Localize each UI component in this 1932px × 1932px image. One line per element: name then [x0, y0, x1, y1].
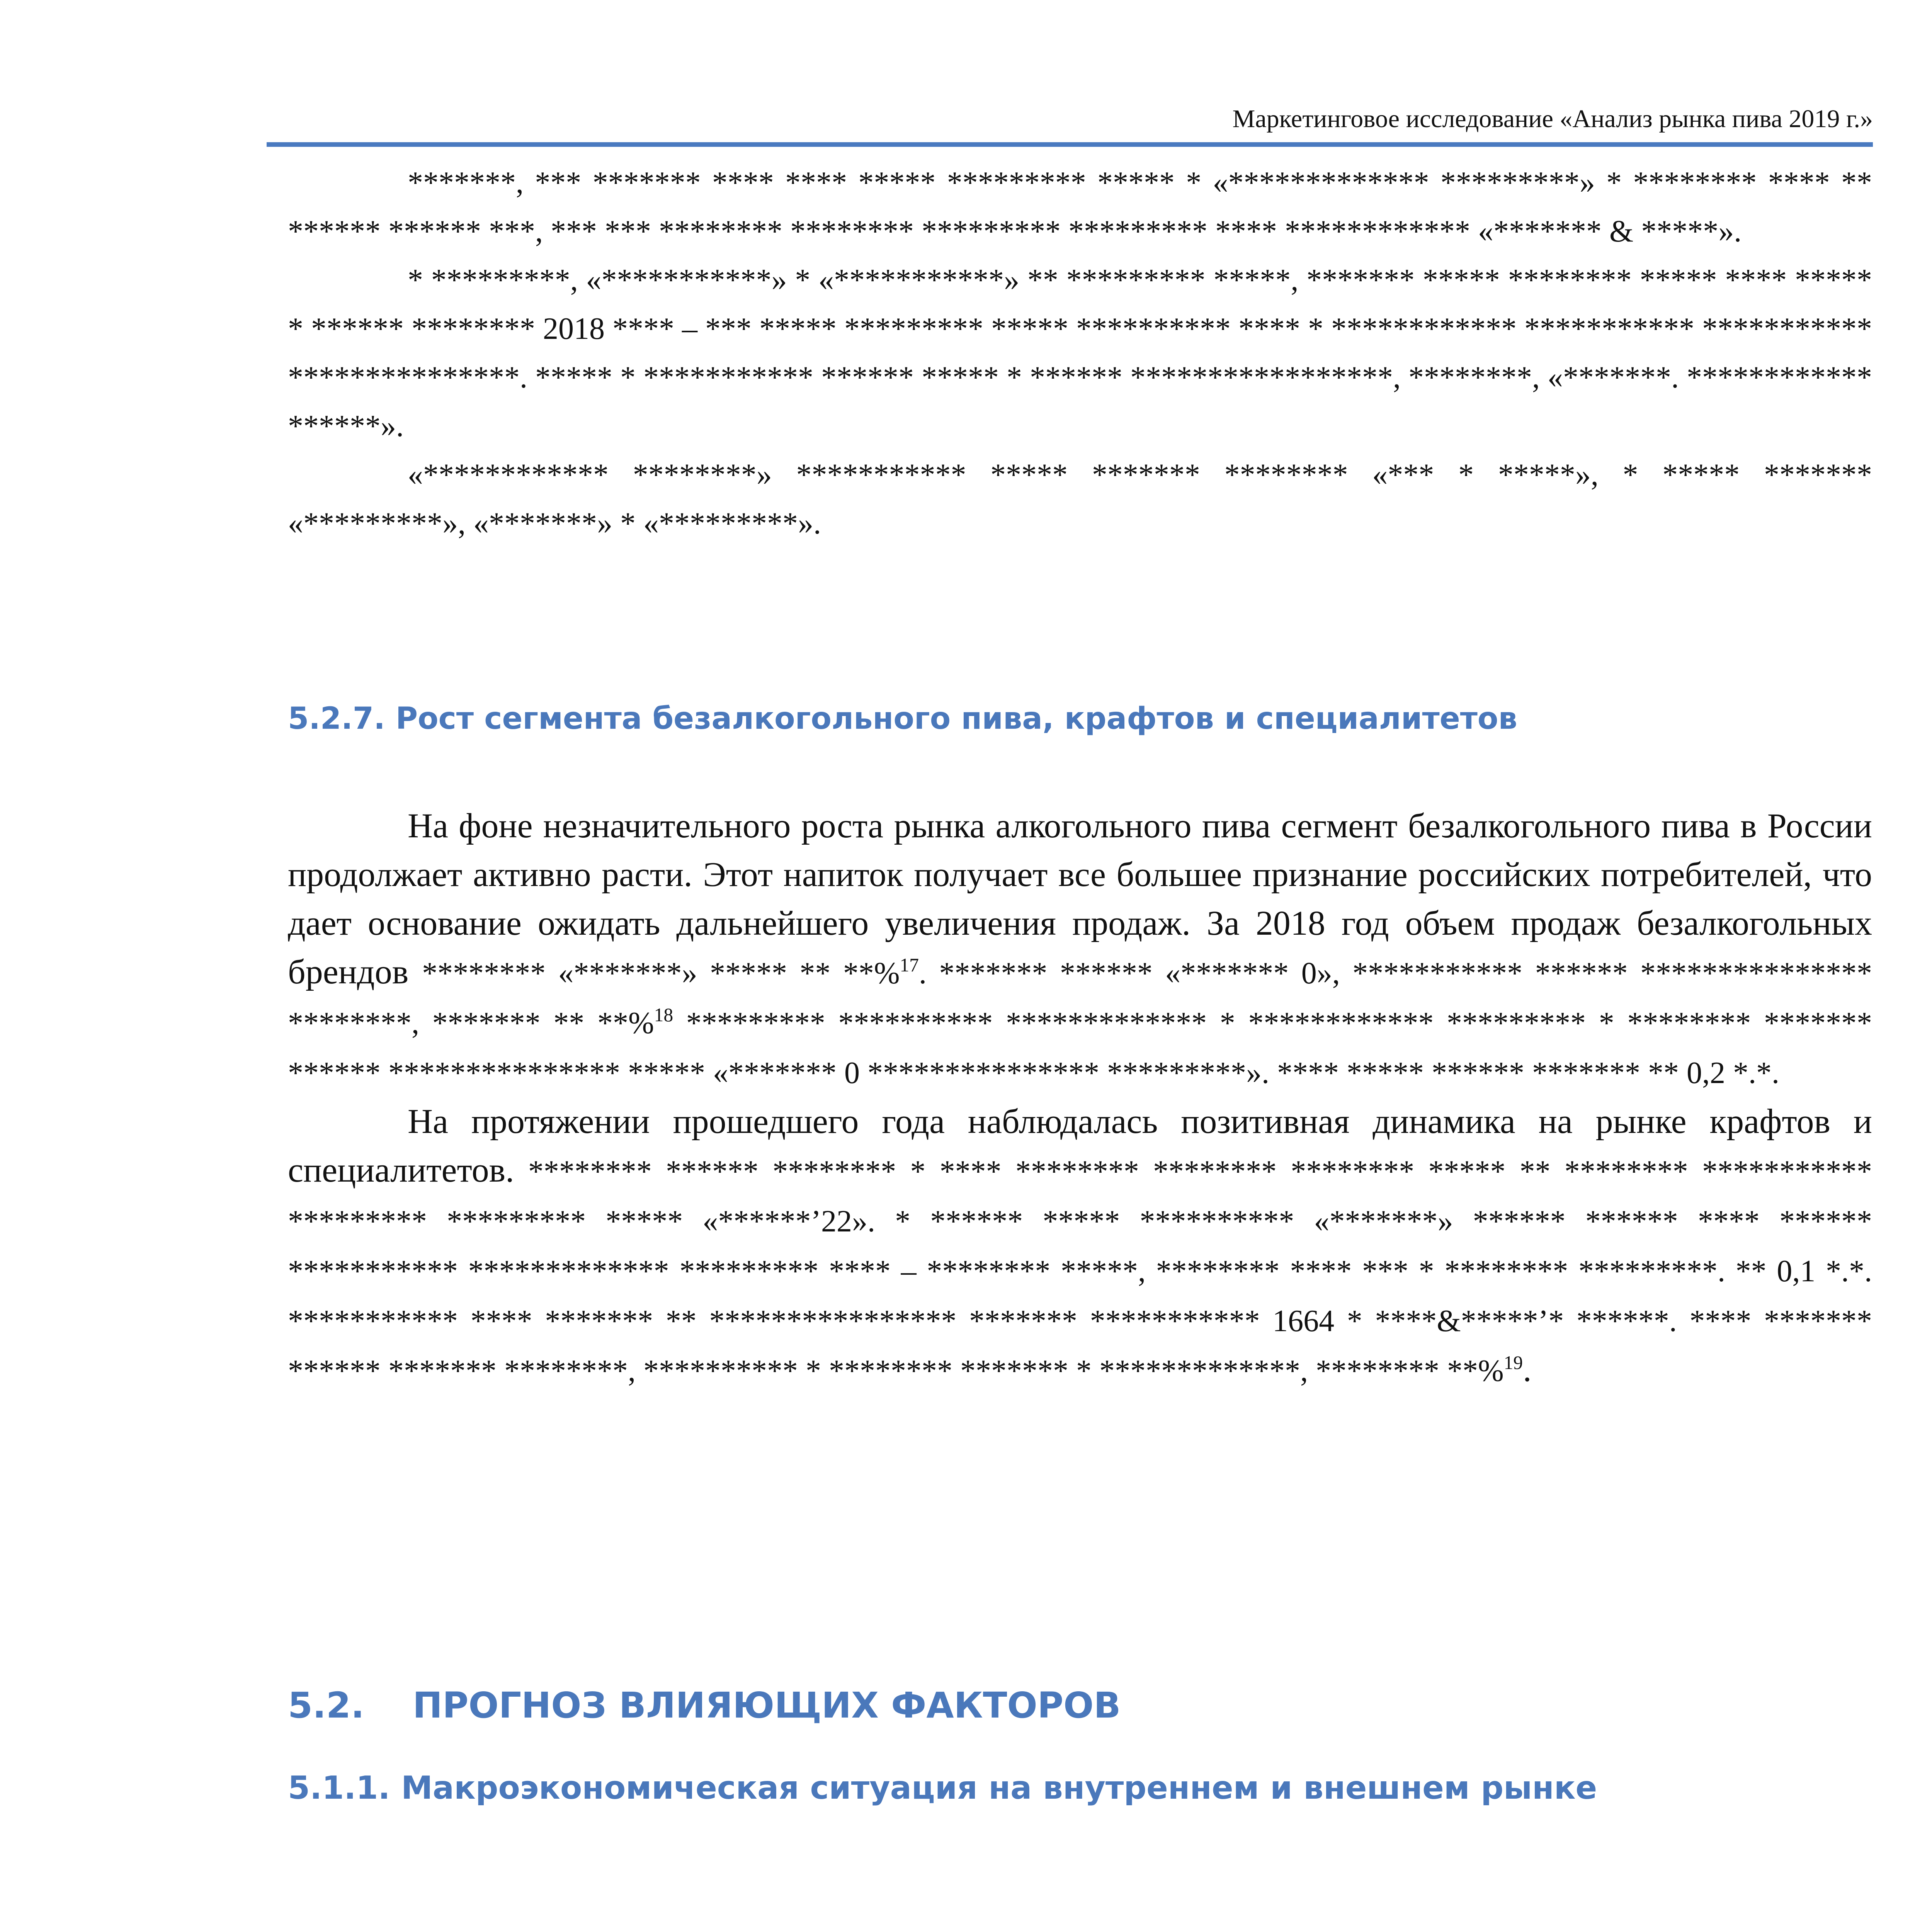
subsection-heading-5-1-1: 5.1.1. Макроэкономическая ситуация на внутреннем и внешнем рынке — [288, 1770, 1597, 1806]
masked-text: ******** ****** ******** * **** ******** ******** ******** ***** ** ******** *********** ********* ********* ***** «******’22». * ****** ***** ********** «*******» ****** ****** **** ****** *********** ************* ********* **** – ******** *****, ******** **** *** * ******** *********. ** 0,1 *.*. *********** **** ******* ** **************** ******* *********** 1664 * ****&*****’* ******. **** ******* ****** ******* ********, ********** * ******** ******* * *************, ******** **% — [288, 1155, 1872, 1388]
main-text-block — [288, 802, 1872, 1395]
page-header-title: Маркетинговое исследование «Анализ рынка пива 2019 г.» — [1232, 105, 1873, 133]
masked-text-block-1 — [288, 158, 1872, 548]
header-divider — [267, 142, 1873, 147]
paragraph-text: На фоне незначительного роста рынка алкогольного пива сегмент безалкогольного пива в России продолжает активно расти. Этот напиток получает все большее признание российских потребителей, что дает основание ожидать дальнейшего увеличения продаж. За 2018 год объем продаж безалкогольных брендов — [288, 807, 1872, 991]
paragraph-text: На протяжении прошедшего года наблюдалась позитивная динамика на рынке крафтов и специалитетов. — [288, 1102, 1872, 1189]
paragraph-craft-beer — [288, 1097, 1872, 1395]
footnote-ref-18[interactable]: 18 — [654, 1004, 673, 1026]
masked-text: . ******* ****** «******* 0», *********** ****** *************** ********, ******* ** **% — [288, 956, 1872, 1040]
paragraph-masked-3: «************ ********» *********** ***** ******* ******** «*** * *****», * ***** ******* «*********», «*******» * «*********». — [288, 458, 1872, 541]
footnote-ref-19[interactable]: 19 — [1503, 1352, 1523, 1373]
paragraph-masked-1: *******, *** ******* **** **** ***** ********* ***** * «************* *********» * ******** **** ** ****** ****** ***, *** *** ******** ******** ********* ********* **** ************ «******* & *****». — [288, 166, 1872, 248]
subsection-heading-5-2-7: 5.2.7. Рост сегмента безалкогольного пива, крафтов и специалитетов — [288, 701, 1517, 736]
sentence-end: . — [1523, 1350, 1532, 1389]
paragraph-masked-2: * *********, «***********» * «***********» ** ********* *****, ******* ***** ******** ***** **** ***** * ****** ******** 2018 **** – *** ***** ********* ***** ********** **** * ************ *********** *********** ***************. ***** * *********** ****** ***** * ****** *****************, ********, «*******. ************ ******». — [288, 263, 1872, 443]
section-title: ПРОГНОЗ ВЛИЯЮЩИХ ФАКТОРОВ — [413, 1685, 1121, 1726]
footnote-ref-17[interactable]: 17 — [900, 954, 919, 976]
paragraph-non-alcoholic-beer — [288, 802, 1872, 1097]
masked-text: ******** «*******» ***** ** **% — [422, 956, 900, 990]
section-number: 5.2. — [288, 1685, 364, 1726]
masked-text: ********* ********** ************* * ************ ********* * ******** ******* ****** *************** ***** «******* 0 *************** *********». **** ***** ****** ******* ** 0,2 *.*. — [288, 1006, 1872, 1090]
